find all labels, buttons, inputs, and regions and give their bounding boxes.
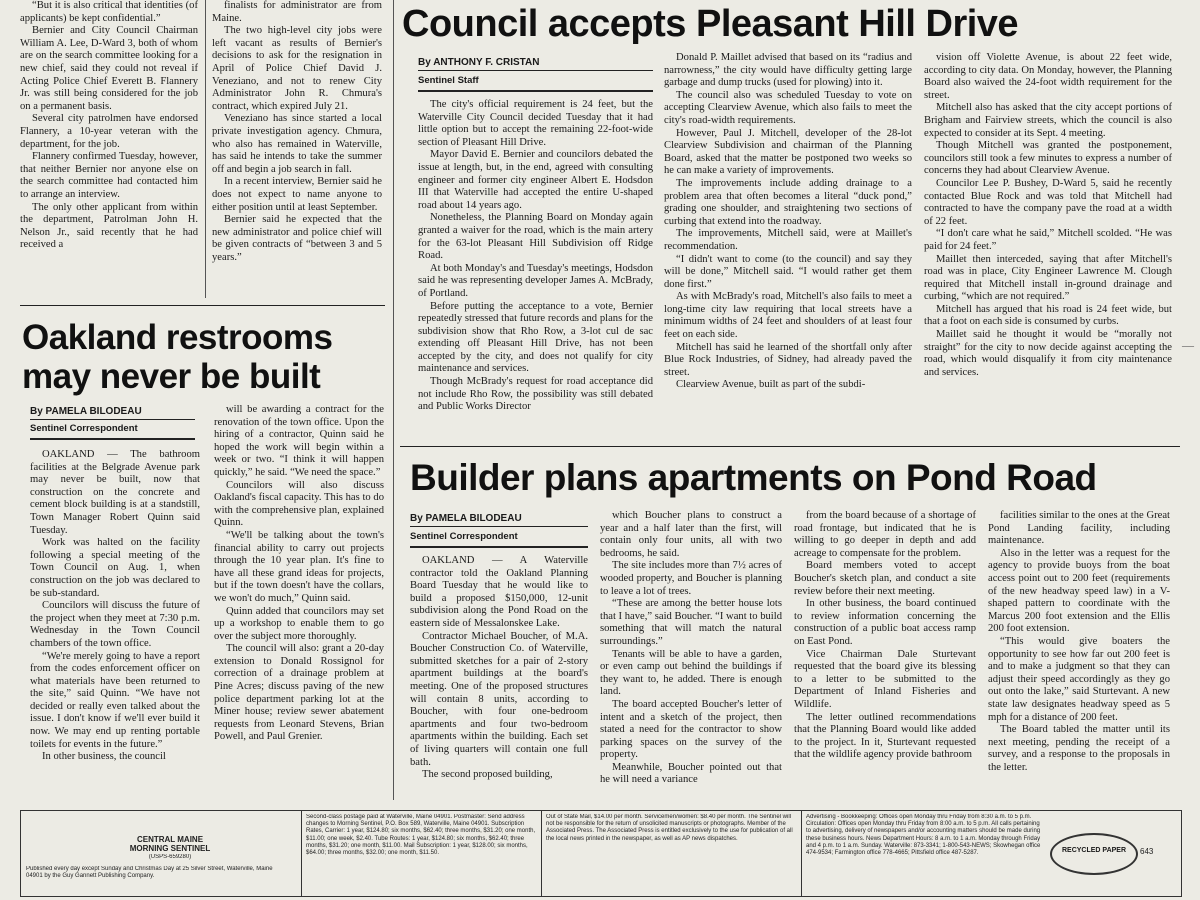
council-role-text: Sentinel Staff [418, 75, 479, 86]
recycled-paper-seal [1050, 833, 1138, 875]
paragraph: The two high-level city jobs were left vacant as results of Bernier's decisions to ask for the resignation in April of Police Chief David J. Veneziano, and not to renew City Administrator John R. Chmura's contract, which expired July 21. [212, 25, 382, 112]
council-column-3 [924, 52, 1172, 430]
oakland-column-1 [30, 449, 200, 797]
paragraph: Meanwhile, Boucher pointed out that he will need a variance [600, 761, 782, 786]
council-headline: Council accepts Pleasant Hill Drive [402, 3, 1019, 45]
paragraph: As with McBrady's road, Mitchell's also fails to meet a long-time city law requiring that local streets have a minimum widths of 24 feet and shoulders of at least four feet on each side. [664, 291, 912, 341]
paragraph: The council will also: grant a 20-day extension to Donald Rossignol for correction of a drainage problem at Pine Acres; discuss paving of the new police department parking lot at the Miner house; review sewer abatement requests from Leonard Stevens, Brian Powell, and Paul Grenier. [214, 643, 384, 743]
paragraph: “These are among the better house lots that I have,” said Boucher. “I want to build something that will match the natural surroundings.” [600, 598, 782, 647]
oakland-byline [30, 405, 200, 418]
paragraph: “I don't care what he said,” Mitchell scolded. “He was paid for 24 feet.” [924, 228, 1172, 252]
paragraph: In other business, the board continued to review information concerning the construction of a public boat access ramp on East Pond. [794, 598, 976, 647]
paper-name-line-2: MORNING SENTINEL [129, 844, 211, 853]
builder-byline-name: By PAMELA BILODEAU [410, 513, 522, 524]
advertising-circulation-info: Advertising - Bookkeeping: Offices open Monday thru Friday from 8:30 a.m. to 5 p.m. Circulation: Offices open Monday thru Friday from 8:00 a.m. to 5 p.m. All calls pertaining to advertising, delivery of newspapers and/or accounting matters should be made during these business hours. News Department Hours: 8 a.m. to 1 a.m. Monday through Friday and 4 p.m. to 1 a.m. Sunday. Waterville: 873-3341; 1-800-543-NEWS; Skowhegan office 474-9534; Farmington office 778-4665; Pittsfield office 487-5287. [806, 814, 1041, 857]
council-role [418, 74, 648, 87]
paragraph: The improvements include adding drainage to a problem area that often becomes a literal “duck pond,” grading one shoulder, and straightening two sections of curbing that extend into the roadway. [664, 177, 912, 227]
paragraph: Donald P. Maillet advised that based on its “radius and narrowness,” the city would have difficulty getting large garbage and dump trucks (used for plowing) into it. [664, 52, 912, 89]
paragraph: Clearview Avenue, built as part of the subdi- [676, 379, 866, 391]
usps-number: (USPS-659280) [148, 854, 192, 860]
paragraph: OAKLAND — A Waterville contractor told the Oakland Planning Board Tuesday that he would like to build a proposed $150,000, 12-unit subdivision along the Pond Road on the eastern side of Messalonskee Lake. [410, 555, 588, 629]
top-left-column-2 [212, 0, 382, 300]
postage-rates: Second-class postage paid at Waterville, Maine 04901. Postmaster: Send address changes to Morning Sentinel, P.O. Box 589, Waterville, Maine 04901. Subscription Rates, Carrier: 1 year, $124.80; six months, $62.40; three months, $31.20; one month, $11.00; one week, $2.40. Tube Routes: 1 year, $124.80; six months, $62.40; three months, $31.20; one month, $11.00. Mail Subscription: 1 year, $128.00; six months, $64.00; three months, $32.00; one month, $11.50. [306, 814, 536, 857]
top-left-column-1 [20, 0, 198, 300]
paragraph: Councilors will also discuss Oakland's fiscal capacity. This has to do with the comprehensive plan, explained Quinn. [214, 479, 384, 529]
paragraph: However, Paul J. Mitchell, developer of the 28-lot Clearview Subdivision and chairman of the Planning Board, asked that the matter be postponed two weeks so he can make a variety of improvements. [664, 127, 912, 177]
paragraph: “We'll be talking about the town's financial ability to carry out projects through the 10 year plan. It's fine to have all these grand ideas for projects, but if the town doesn't have the collars, we won't do much,” Quinn said. [214, 529, 384, 604]
builder-column-2 [600, 510, 782, 798]
paragraph: Maillet then interceded, saying that after Mitchell's road was in place, City Engineer Lawrence M. Clough required that Mitchell install in-ground drainage and curbing, “which are not required.” [924, 253, 1172, 303]
paragraph: Work was halted on the facility following a special meeting of the Town Council on Aug. 1, when construction on the job was declared to be sub-standard. [30, 537, 200, 599]
byline-rule [418, 90, 653, 92]
oakland-byline-name: By PAMELA BILODEAU [30, 406, 142, 417]
paragraph: Mitchell has argued that his road is 24 feet wide, but that a foot on each side is consumed by curbs. [924, 303, 1172, 328]
builder-role-text: Sentinel Correspondent [410, 531, 518, 542]
seal-text: RECYCLED PAPER [1061, 847, 1127, 854]
paragraph: Councilor Lee P. Bushey, D-Ward 5, said he recently contacted Blue Rock and was told that Mitchell had contracted to have the company pave the road at a width of 22 feet. [924, 177, 1172, 227]
paragraph: “This would give boaters the opportunity to see how far out 200 feet is and to make a judgment so that they can adjust their speed accordingly as they go out onto the lake,” said Sturtevant. A new state law designates headway speed as 5 mph for a distance of 200 feet. [988, 635, 1170, 723]
paragraph: vision off Violette Avenue, is about 22 feet wide, according to city data. On Monday, however, the Planning Board also waived the 24-foot width requirement for the street. [924, 52, 1172, 101]
council-byline [418, 56, 648, 69]
paragraph: Bernier and City Council Chairman William A. Lee, D-Ward 3, both of whom are on the search committee looking for a new chief, said they could not reveal if Acting Police Chief Everett B. Flannery Jr. was still being considered for the job on a permanent basis. [20, 25, 198, 112]
paragraph: The council also was scheduled Tuesday to vote on accepting Clearview Avenue, which also fails to meet the city's road-width requirements. [664, 89, 912, 126]
paragraph: Veneziano has since started a local private investigation agency. Chmura, who also has remained in Waterville, has said he intends to take the summer off and begin a job search in fall. [212, 113, 382, 175]
byline-rule [30, 438, 195, 440]
section-rule [400, 446, 1180, 447]
paragraph: The Board tabled the matter until its next meeting, pending the receipt of a survey, and a response to the proposals in the letter. [988, 724, 1170, 773]
builder-role [410, 530, 590, 543]
paragraph: Contractor Michael Boucher, of M.A. Boucher Construction Co. of Waterville, submitted sketches for a pair of 2-story apartment buildings at the board's meeting. One of the proposed structures will contain 8 units, according to Boucher, with four one-bedroom apartments and four two-bedroom apartments within the building. Each set of living quarters will contain one full bath. [410, 630, 588, 768]
paragraph: Nonetheless, the Planning Board on Monday again granted a waiver for the road, which is the main artery for the 63-lot Pleasant Hill Subdivision off Ridge Road. [418, 212, 653, 262]
paragraph: Quinn added that councilors may set up a workshop to enable them to go over the subject more thoroughly. [214, 605, 384, 642]
paragraph: The board accepted Boucher's letter of intent and a sketch of the project, then stated a need for the contractor to show parking spaces on the survey of the property. [600, 698, 782, 761]
page-number: 643 [1140, 847, 1154, 856]
paragraph: finalists for administrator are from Maine. [212, 0, 382, 24]
paragraph: In other business, the council [42, 751, 166, 763]
paragraph: Mayor David E. Bernier and councilors debated the issue at length, but, in the end, agreed with consulting engineer and former city engineer Albert E. Hodsdon III that Waterville had accepted the entire U-shaped road about 14 years ago. [418, 149, 653, 211]
byline-rule [410, 546, 588, 548]
paragraph: will be awarding a contract for the renovation of the town office. Upon the hiring of a contractor, Quinn said he hoped the work will begin within a week or two. “I think it will happen quickly,” he said. “We need the space.” [214, 404, 384, 478]
paragraph: Before putting the acceptance to a vote, Bernier repeatedly stressed that future records and plans for the subdivision show that Rho Row, a 3-lot cul de sac extending off Pleasant Hill Drive, has not been accepted by the city, and does not qualify for city maintenance and services. [418, 300, 653, 375]
margin-mark: — [1182, 338, 1194, 352]
paragraph: Mitchell also has asked that the city accept portions of Brigham and Fairview streets, which the council is also expected to consider at its Sept. 4 meeting. [924, 102, 1172, 139]
paragraph: Bernier said he expected that the new administrator and police chief will be given contracts of “between 3 and 5 years.” [212, 214, 382, 263]
oakland-role-text: Sentinel Correspondent [30, 423, 138, 434]
paragraph: from the board because of a shortage of road frontage, but indicated that he is willing to go deeper in depth and add acreage to compensate for the problem. [794, 510, 976, 559]
council-column-2 [664, 52, 912, 430]
oakland-role [30, 422, 200, 435]
paragraph: Several city patrolmen have endorsed Flannery, a 10-year veteran with the department, for the job. [20, 113, 198, 150]
paragraph: The city's official requirement is 24 feet, but the Waterville City Council decided Tuesday that it had little option but to accept the remaining 22-foot-wide section of Pleasant Hill Drive. [418, 99, 653, 148]
footer-divider [801, 811, 802, 896]
paragraph: The site includes more than 7½ acres of wooded property, and Boucher is planning to leave a lot of trees. [600, 560, 782, 597]
paragraph: Mitchell has said he learned of the shortfall only after Blue Rock Industries, of Sidney, had already paved the street. [664, 341, 912, 378]
byline-rule [418, 70, 653, 71]
paragraph: Flannery confirmed Tuesday, however, that neither Bernier nor anyone else on the search committee had contacted him to arrange an interview. [20, 151, 198, 200]
oakland-headline-line-1: Oakland restrooms [22, 318, 333, 357]
paragraph: The letter outlined recommendations that the Planning Board would like added to the project. In it, Sturtevant requested that the wildlife agency provide bathroom [794, 711, 976, 761]
council-byline-name: By ANTHONY F. CRISTAN [418, 57, 540, 68]
paragraph: Tenants will be able to have a garden, or even camp out behind the buildings if they want to, he added. There is enough land. [600, 648, 782, 698]
paragraph: Councilors will discuss the future of the project when they meet at 7:30 p.m. Wednesday in the Town Council chambers of the town office. [30, 600, 200, 649]
footer-divider [301, 811, 302, 896]
oakland-column-2 [214, 404, 384, 797]
paragraph: “I didn't want to come (to the council) and say they will be done,” Mitchell said. “I would rather get them done first.” [664, 253, 912, 290]
paragraph: Maillet said he thought it would be “morally not straight” for the city to now decide against accepting the road, which would disqualify it from city maintenance and services. [924, 329, 1172, 378]
paragraph: OAKLAND — The bathroom facilities at the Belgrade Avenue park may never be built, now that construction on the concrete and cement block building is at a standstill, Town Manager Robert Quinn said Tuesday. [30, 449, 200, 536]
paper-name-line-1: CENTRAL MAINE [136, 835, 204, 844]
paragraph: Vice Chairman Dale Sturtevant requested that the board give its blessing to a letter to be submitted to the Department of Inland Fisheries and Wildlife. [794, 648, 976, 710]
publication-notice: Published every day except Sunday and Christmas Day at 25 Silver Street, Waterville, Maine 04901 by the Guy Gannett Publishing Company. [26, 866, 273, 880]
paragraph: In a recent interview, Bernier said he does not expect to name anyone to either position until at least September. [212, 176, 382, 213]
builder-column-4 [988, 510, 1170, 798]
footer-divider [541, 811, 542, 896]
builder-column-1 [410, 555, 588, 798]
builder-column-3 [794, 510, 976, 798]
column-divider [205, 0, 206, 298]
paragraph: Though Mitchell was granted the postponement, councilors still took a few minutes to express a number of concerns they had about Clearview Avenue. [924, 140, 1172, 177]
paragraph: “We're merely going to have a report from the codes enforcement officer on what materials have been returned to the site,” said Quinn. “We have not decided or really even talked about the issue. I don't know if we'll ever build it now. We may end up renting portable toilets for events in the future.” [30, 650, 200, 750]
council-column-1 [418, 99, 653, 429]
byline-rule [30, 419, 195, 420]
oakland-headline-line-2: may never be built [22, 357, 321, 396]
paragraph: The only other applicant from within the department, Patrolman John H. Nelson Jr., said recently that he had received a [20, 201, 198, 251]
page-divider [393, 0, 394, 800]
byline-rule [410, 526, 588, 527]
paragraph: Also in the letter was a request for the agency to provide buoys from the boat access point out to 200 feet (requirements of the new headway speed law) in a V-shaped pattern to coordinate with the Marcus 200 foot extension and the Ellis 200 foot extension. [988, 547, 1170, 635]
paragraph: Board members voted to accept Boucher's sketch plan, and conduct a site review before their next meeting. [794, 560, 976, 597]
builder-headline: Builder plans apartments on Pond Road [410, 457, 1097, 498]
paragraph: “But it is also critical that identities (of applicants) be kept confidential.” [20, 0, 198, 24]
builder-byline [410, 512, 590, 525]
paragraph: which Boucher plans to construct a year and a half later than the first, will contain only four units, all with two bedrooms, he said. [600, 510, 782, 559]
paragraph: The improvements, Mitchell said, were at Maillet's recommendation. [664, 228, 912, 252]
paragraph: The second proposed building, [422, 769, 553, 781]
section-rule [20, 305, 385, 306]
mail-and-ap-notice: Out of State Mail, $14.00 per month. Servicemen/women: $8.40 per month. The Sentinel will not be responsible for the return of unsolicited manuscripts or photographs. Member of the Associated Press. The Associated Press is entitled exclusively to the use for publication of all the local news printed in the newspaper, as well as AP news dispatches. [546, 814, 793, 842]
paragraph: facilities similar to the ones at the Great Pond Landing facility, including maintenance. [988, 510, 1170, 547]
paragraph: At both Monday's and Tuesday's meetings, Hodsdon said he was representing developer James A. McBrady, of Portland. [418, 262, 653, 299]
paragraph: Though McBrady's request for road acceptance did not include Rho Row, the possibility was still debated and Public Works Director [418, 376, 653, 413]
